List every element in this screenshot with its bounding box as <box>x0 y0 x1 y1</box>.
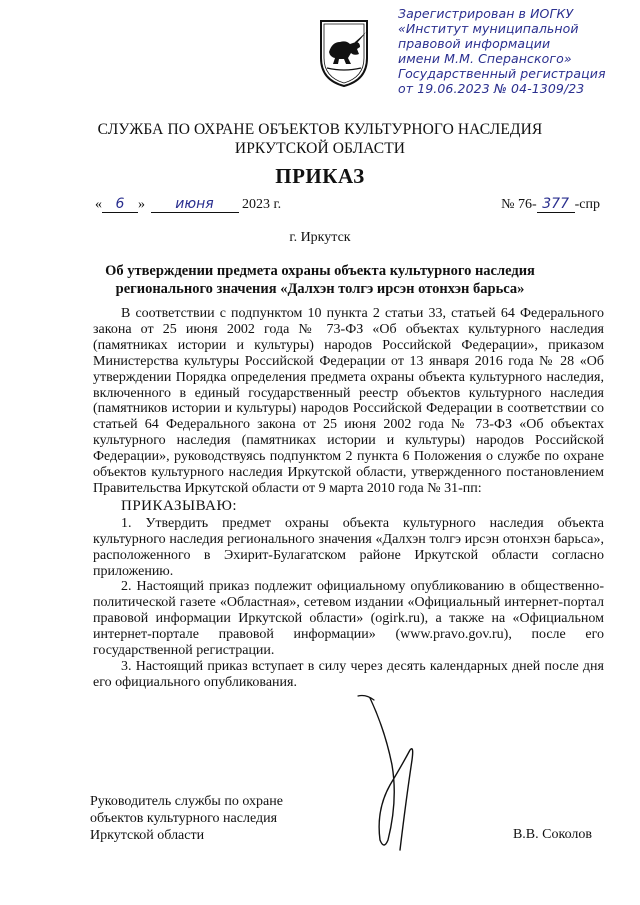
signer-title-line: объектов культурного наследия <box>90 811 278 826</box>
number-value: 377 <box>537 197 575 213</box>
registration-annotation <box>398 6 634 96</box>
signer-name: В.В. Соколов <box>512 827 592 842</box>
date-close-quote: » <box>138 197 145 212</box>
agency-line: СЛУЖБА ПО ОХРАНЕ ОБЪЕКТОВ КУЛЬТУРНОГО НАСЛЕДИЯ <box>97 121 543 138</box>
date-day: 6 <box>102 197 138 213</box>
annotation-line: Государственный регистрация <box>398 66 606 81</box>
document-body <box>93 306 604 691</box>
date-month: июня <box>151 197 239 213</box>
order-item-3: 3. Настоящий приказ вступает в силу через десять календарных дней после дня его официального опубликования. <box>93 658 604 690</box>
annotation-line: Зарегистрирован в ИОГКУ <box>398 6 574 21</box>
preamble-paragraph: В соответствии с подпунктом 10 пункта 2 статьи 33, статьей 64 Федерального закона от 25 июня 2002 года № 73-ФЗ «Об объектах культурного наследия (памятниках истории и культуры) народов Российской Федерации», приказом Министерства культуры Российской Федерации от 13 января 2016 года № 28 «Об утверждении Порядка определения предмета охраны объекта культурного наследия, включенного в единый государственный реестр объектов культурного наследия (памятников истории и культуры) народов Российской Федерации в соответствии со статьей 64 Федерального закона от 25 июня 2002 года № 73-ФЗ «Об объектах культурного наследия (памятниках истории и культуры) народов Российской Федерации», руководствуясь подпунктом 2 пункта 6 Положения о службе по охране объектов культурного наследия Иркутской области, утвержденного постановлением Правительства Иркутской области от 9 марта 2010 года № 31-пп: <box>93 306 604 496</box>
signature-mark-icon <box>340 690 460 860</box>
subject-line: Об утверждении предмета охраны объекта культурного наследия <box>105 263 535 279</box>
document-date <box>95 197 281 213</box>
annotation-line: «Институт муниципальной <box>398 21 579 36</box>
number-prefix: № 76- <box>501 197 537 212</box>
annotation-line: имени М.М. Сперанского» <box>398 51 572 66</box>
signer-title-line: Руководитель службы по охране <box>90 794 283 809</box>
agency-name <box>0 120 640 158</box>
date-open-quote: « <box>95 197 102 212</box>
document-subject <box>0 262 640 298</box>
agency-line: ИРКУТСКОЙ ОБЛАСТИ <box>234 140 406 157</box>
order-item-2: 2. Настоящий приказ подлежит официальному опубликованию в общественно-политической газете «Областная», сетевом издании «Официальный интернет-портал правовой информации Иркутской области» (ogirk.ru), а также на «Официальном интернет-портале правовой информации» (www.pravo.gov.ru), после его государственной регистрации. <box>93 579 604 659</box>
document-city: г. Иркутск <box>289 230 351 245</box>
document-number <box>501 197 600 213</box>
coat-of-arms-icon <box>318 18 370 88</box>
order-item-1: 1. Утвердить предмет охраны объекта культурного наследия объекта культурного наследия регионального значения «Далхэн толгэ ирсэн отонхэн барьса», расположенного в Эхирит-Булагатском районе Иркутской области согласно приложению. <box>93 515 604 579</box>
document-title: ПРИКАЗ <box>275 164 365 188</box>
annotation-line: от 19.06.2023 № 04-1309/23 <box>398 81 585 96</box>
date-year: 2023 г. <box>242 197 282 212</box>
signature-block <box>90 793 283 844</box>
annotation-line: правовой информации <box>398 36 551 51</box>
order-word: ПРИКАЗЫВАЮ: <box>121 497 238 514</box>
signer-title-line: Иркутской области <box>90 828 205 843</box>
number-suffix: -спр <box>574 197 600 212</box>
subject-line: регионального значения «Далхэн толгэ ирсэн отонхэн барьса» <box>115 281 525 297</box>
